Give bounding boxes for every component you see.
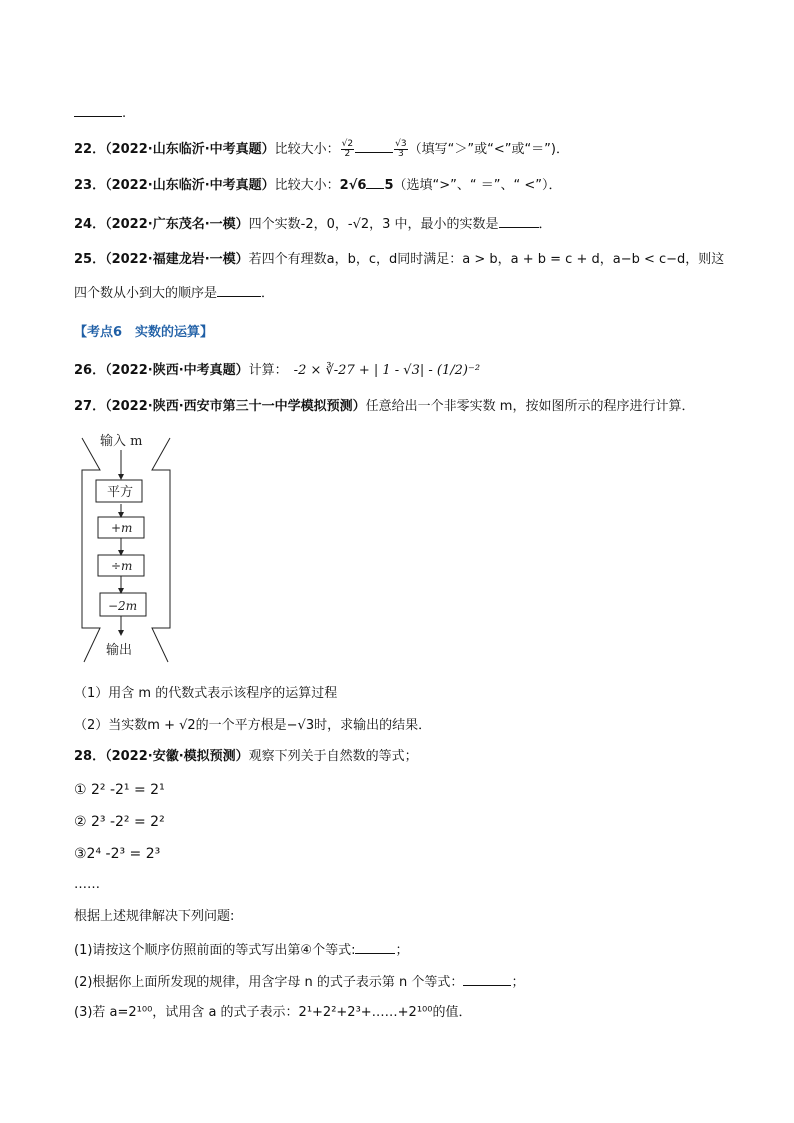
question-source: （2022·山东临沂·中考真题） xyxy=(105,142,275,157)
answer-blank xyxy=(463,973,511,986)
section-heading: 【考点6 实数的运算】 xyxy=(74,325,214,340)
question-number: 28． xyxy=(74,749,106,764)
question-28-part2: (2)根据你上面所发现的规律，用含字母 n 的式子表示第 n 个等式： ； xyxy=(74,975,525,990)
rule-intro: 根据上述规律解决下列问题: xyxy=(74,909,235,924)
question-number: 25． xyxy=(74,252,106,267)
answer-blank xyxy=(366,176,384,189)
flow-step-label: +m xyxy=(111,521,133,535)
question-number: 22． xyxy=(74,142,106,157)
question-25-line2: 四个数从小到大的顺序是 ． xyxy=(74,286,275,301)
question-27: 27．（2022·陕西·西安市第三十一中学模拟预测）任意给出一个非零实数 m，按如图所示的程序进行计算． xyxy=(74,399,695,414)
q21-tail: . xyxy=(74,104,126,123)
flow-output-label: 输出 xyxy=(106,643,133,658)
math-expression: -2 × ∛-27 + | 1 - √3| - (1/2)⁻² xyxy=(293,363,481,378)
equation-2: ② 2³ -2² = 2² xyxy=(74,814,165,830)
question-source: （2022·安徽·模拟预测） xyxy=(105,749,249,764)
question-number: 27． xyxy=(74,399,106,414)
question-28-part1: (1)请按这个顺序仿照前面的等式写出第④个等式: ； xyxy=(74,943,409,958)
question-28-part3: (3)若 a=2¹⁰⁰，试用含 a 的式子表示：2¹+2²+2³+……+2¹⁰⁰的值． xyxy=(74,1005,472,1020)
question-number: 23． xyxy=(74,178,106,193)
question-27-part2: （2）当实数m + √2的一个平方根是−√3时，求输出的结果． xyxy=(74,718,432,733)
question-25: 25．（2022·福建龙岩·一模）若四个有理数a，b，c，d同时满足：a > b，a + b = c + d，a−b < c−d，则这 xyxy=(74,252,725,267)
question-number: 24． xyxy=(74,217,106,232)
question-source: （2022·福建龙岩·一模） xyxy=(105,252,249,267)
program-flowchart xyxy=(76,430,176,666)
fraction-sqrt3-over-3: $\frac{√3}{3}$ xyxy=(395,139,407,159)
answer-blank xyxy=(355,941,395,954)
answer-blank xyxy=(499,215,539,228)
question-source: （2022·陕西·西安市第三十一中学模拟预测） xyxy=(105,399,366,414)
flow-left-border xyxy=(82,438,100,662)
answer-blank xyxy=(355,140,393,153)
answer-blank xyxy=(74,104,122,117)
equation-1: ① 2² -2¹ = 2¹ xyxy=(74,782,165,798)
answer-blank xyxy=(217,284,261,297)
question-22: 22．（2022·山东临沂·中考真题）比较大小： $\frac{√2}{2}$ $\frac{√3}{3}$ （填写“＞”或“<”或“＝”)． xyxy=(74,139,569,159)
flow-step-label: ÷m xyxy=(111,559,133,573)
question-23: 23．（2022·山东临沂·中考真题）比较大小：2√6 5（选填“>”、“ ＝”、“ <”）． xyxy=(74,178,562,193)
question-24: 24．（2022·广东茂名·一模）四个实数-2，0，-√2，3 中，最小的实数是 ． xyxy=(74,217,552,232)
equation-3: ③2⁴ -2³ = 2³ xyxy=(74,846,161,862)
question-27-part1: （1）用含 m 的代数式表示该程序的运算过程 xyxy=(74,686,338,701)
flow-right-border xyxy=(152,438,170,662)
question-number: 26． xyxy=(74,363,106,378)
question-source: （2022·山东临沂·中考真题） xyxy=(105,178,275,193)
question-26: 26．（2022·陕西·中考真题）计算： -2 × ∛-27 + | 1 - √3| - (1/2)⁻² xyxy=(74,363,481,378)
question-source: （2022·广东茂名·一模） xyxy=(105,217,249,232)
flow-step-label: −2m xyxy=(108,599,138,613)
ellipsis: …… xyxy=(74,877,100,892)
flow-step-label: 平方 xyxy=(107,485,134,500)
fraction-sqrt2-over-2: $\frac{√2}{2}$ xyxy=(341,139,354,159)
flow-input-label: 输入 m xyxy=(100,434,143,449)
question-28: 28．（2022·安徽·模拟预测）观察下列关于自然数的等式； xyxy=(74,749,418,764)
question-source: （2022·陕西·中考真题） xyxy=(105,363,249,378)
